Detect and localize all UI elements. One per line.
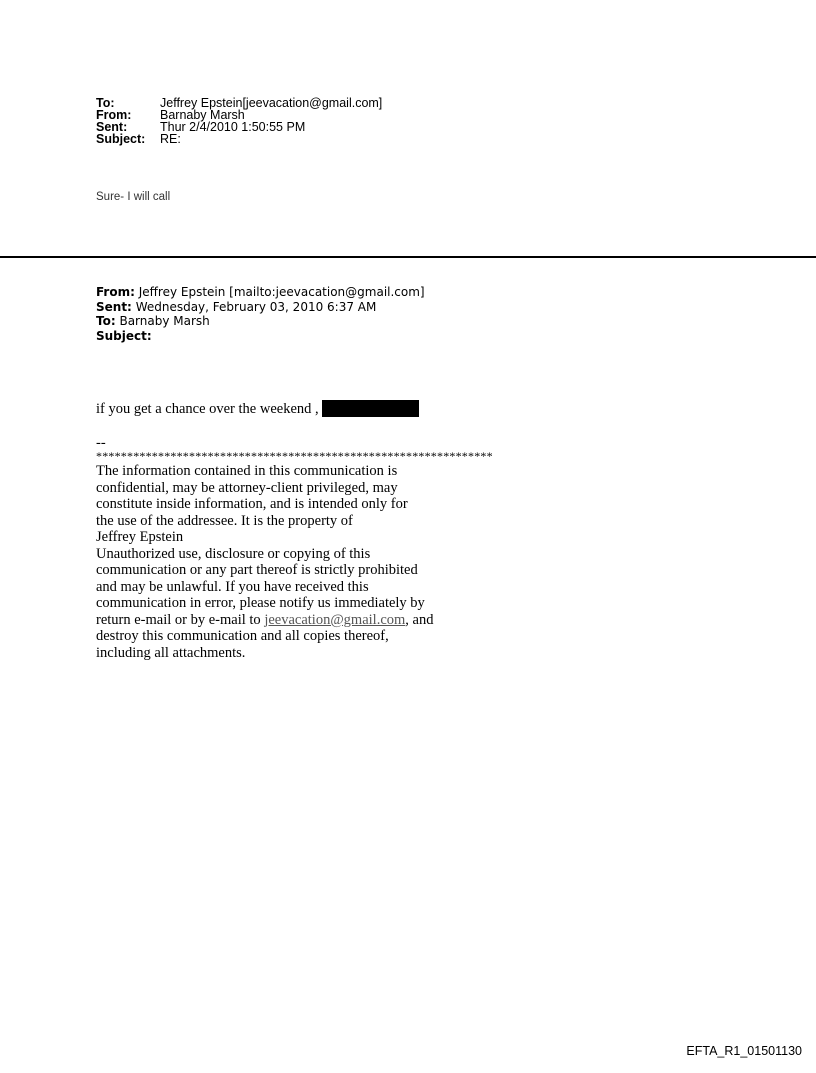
- disclaimer-line: Unauthorized use, disclosure or copying of this: [96, 545, 371, 562]
- sent-label: Sent:: [96, 120, 128, 134]
- original-sent-value: Wednesday, February 03, 2010 6:37 AM: [135, 299, 377, 314]
- original-to-label: To:: [96, 314, 116, 328]
- sent-value: Thur 2/4/2010 1:50:55 PM: [160, 120, 306, 134]
- original-sent-label: Sent:: [96, 299, 132, 314]
- disclaimer-line: The information contained in this communication is: [96, 463, 398, 479]
- from-label: From:: [96, 108, 132, 122]
- disclaimer-line: including all attachments.: [96, 644, 246, 661]
- email-link[interactable]: jeevacation@gmail.com: [264, 611, 406, 628]
- disclaimer-line: the use of the addressee. It is the property of: [96, 512, 353, 529]
- original-header: [96, 285, 425, 343]
- original-sent-row: [96, 300, 425, 315]
- disclaimer-line: destroy this communication and all copies thereof,: [96, 628, 389, 644]
- original-message-text: if you get a chance over the weekend ,: [96, 401, 319, 417]
- reply-header: [96, 97, 382, 145]
- signature-stars: ****************************************************************: [96, 449, 493, 463]
- message-divider: [0, 256, 816, 258]
- disclaimer-line: communication in error, please notify us immediately by: [96, 595, 425, 611]
- signature-dash: --: [96, 435, 106, 451]
- disclaimer-text: [96, 463, 656, 661]
- disclaimer-line: communication or any part thereof is strictly prohibited: [96, 562, 418, 578]
- disclaimer-link-line: [96, 612, 656, 629]
- original-to-value: Barnaby Marsh: [119, 314, 210, 328]
- original-from-label: From:: [96, 285, 135, 299]
- link-line-prefix: return e-mail or by e-mail to: [96, 611, 265, 628]
- disclaimer-line: and may be unlawful. If you have received this: [96, 578, 369, 595]
- original-message: [96, 400, 656, 418]
- disclaimer-line: constitute inside information, and is intended only for: [96, 496, 408, 512]
- original-from-row: [96, 285, 425, 300]
- reply-body: Sure- I will call: [96, 191, 171, 203]
- subject-label: Subject:: [96, 132, 146, 146]
- reply-subject-row: [96, 133, 382, 145]
- link-line-suffix: , and: [405, 611, 434, 628]
- original-to-row: [96, 314, 425, 329]
- redaction-box: [322, 400, 419, 417]
- disclaimer-line: Jeffrey Epstein: [96, 529, 184, 545]
- original-from-value: Jeffrey Epstein [mailto:jeevacation@gmail.com]: [138, 285, 425, 299]
- from-value: Barnaby Marsh: [160, 108, 245, 122]
- to-value: Jeffrey Epstein[jeevacation@gmail.com]: [160, 96, 383, 110]
- subject-value: RE:: [160, 132, 181, 146]
- signature-block: [96, 435, 656, 661]
- to-label: To:: [96, 96, 115, 110]
- original-subject-label: Subject:: [96, 328, 152, 343]
- disclaimer-line: confidential, may be attorney-client privileged, may: [96, 479, 398, 496]
- original-subject-row: [96, 329, 425, 344]
- document-id: EFTA_R1_01501130: [686, 1044, 802, 1058]
